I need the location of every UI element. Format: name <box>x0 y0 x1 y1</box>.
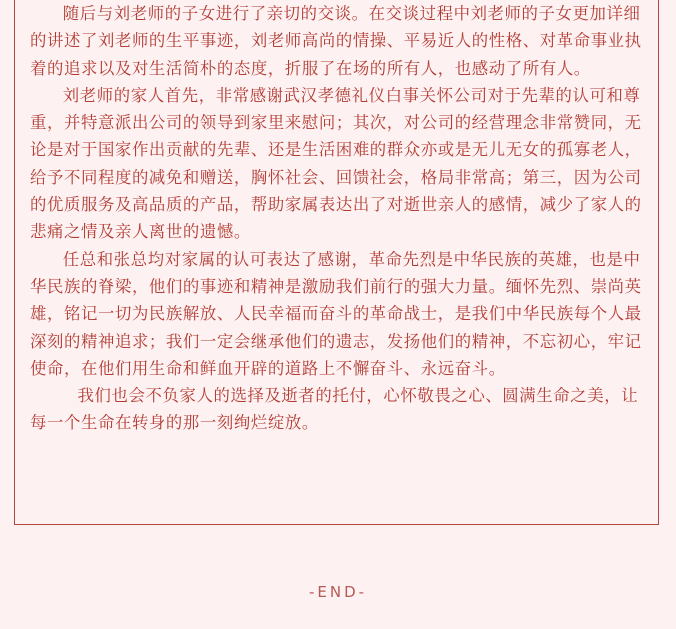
end-mark: -END- <box>308 583 368 601</box>
paragraph-conversation: 随后与刘老师的子女进行了亲切的交谈。在交谈过程中刘老师的子女更加详细的讲述了刘老师的生平事迹，刘老师高尚的情操、平易近人的性格、对革命事业执着的追求以及对生活简朴的态度，折服了在场的所有人，也感动了所有人。 <box>30 4 642 78</box>
article-body <box>30 0 648 437</box>
paragraph-commitment: 我们也会不负家人的选择及逝者的托付，心怀敬畏之心、圆满生命之美，让每一个生命在转身的那一刻绚烂绽放。 <box>30 386 639 433</box>
paragraph-leaders-response: 任总和张总均对家属的认可表达了感谢，革命先烈是中华民族的英雄，也是中华民族的脊梁，他们的事迹和精神是激励我们前行的强大力量。缅怀先烈、崇尚英雄，铭记一切为民族解放、人民幸福而奋斗的革命战士，是我们中华民族每个人最深刻的精神追求；我们一定会继承他们的遗志，发扬他们的精神，不忘初心，牢记使命，在他们用生命和鲜血开辟的道路上不懈奋斗、永远奋斗。 <box>30 249 642 378</box>
paragraph-family-thanks: 刘老师的家人首先，非常感谢武汉孝德礼仪白事关怀公司对于先辈的认可和尊重，并特意派出公司的领导到家里来慰问；其次，对公司的经营理念非常赞同，无论是对于国家作出贡献的先辈、还是生活困难的群众亦或是无儿无女的孤寡老人，给予不同程度的减免和赠送，胸怀社会、回馈社会，格局非常高；第三，因为公司的优质服务及高品质的产品，帮助家属表达出了对逝世亲人的感情，减少了家人的悲痛之情及亲人离世的遗憾。 <box>30 85 642 242</box>
